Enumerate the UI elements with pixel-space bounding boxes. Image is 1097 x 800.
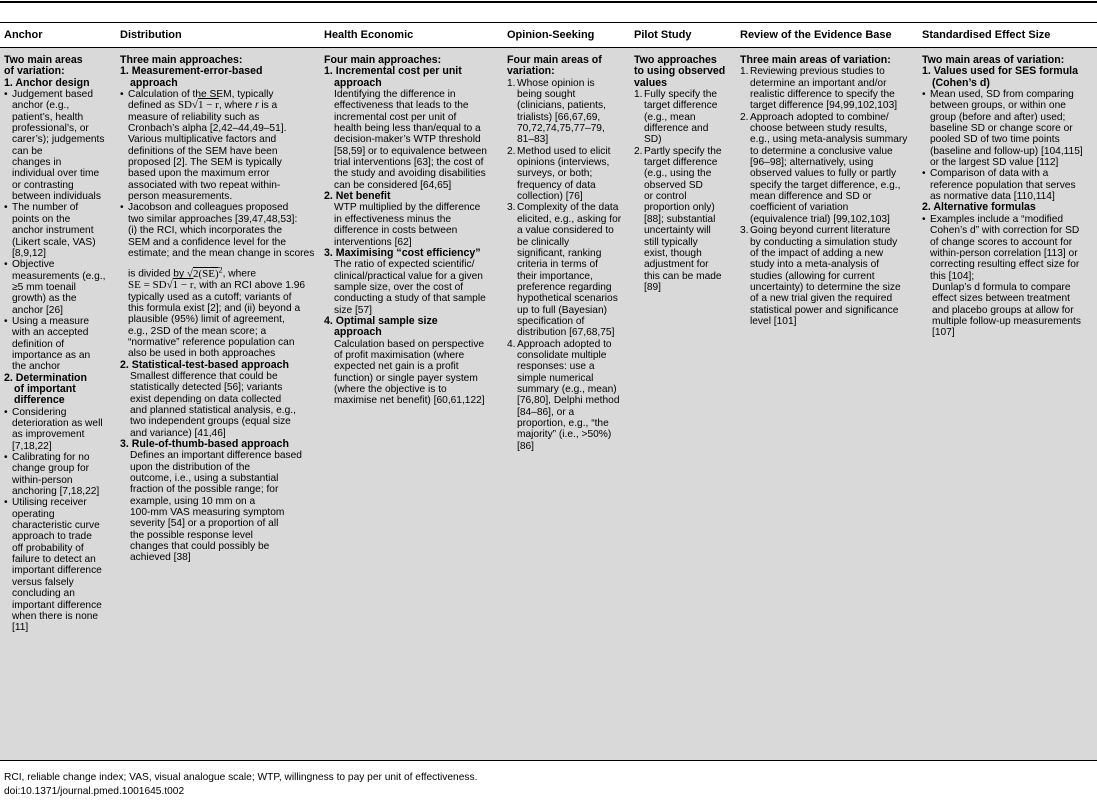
anchor-section-1-heading: 1. Anchor design bbox=[4, 76, 90, 89]
anchor-intro: Two main areas of variation: bbox=[4, 54, 83, 78]
table-body bbox=[0, 48, 1097, 760]
health-section-3-heading: 3. Maximising “cost efficiency” bbox=[324, 246, 481, 259]
health-section-4-heading: 4. Optimal sample size approach bbox=[324, 314, 438, 339]
ses-section-2-tail: Dunlap’s d formula to compare effect sizes between treatment and placebo groups at allow for multiple follow-up measurements [107] bbox=[932, 281, 1081, 339]
table-header-row bbox=[0, 23, 1097, 46]
column-distribution bbox=[120, 55, 320, 564]
column-health-economic bbox=[324, 55, 504, 407]
column-anchor bbox=[4, 55, 116, 634]
distribution-section-3-text: Defines an important difference based upon the distribution of the outcome, i.e., using a substantial fraction of the possible range; for example, using 10 mm on a 100-mm VAS measuring symptom severity [54] or a proportion of all the possible response level changes that could possibly be achieved [38] bbox=[130, 450, 302, 564]
se-formula: SE = SD√1 − r bbox=[128, 279, 194, 292]
opinion-item: 1. Whose opinion is being sought (clinicians, patients, trialists) [66,67,69, 70,72,74,75,77–79, 81–83] bbox=[507, 77, 606, 146]
distribution-section-2-text: Smallest difference that could be statistically detected [56]; variants exist depending on data collected and planned statistical analysis, e.g., two independent groups (equal size and variance) [41,46] bbox=[130, 370, 296, 439]
distribution-intro: Three main approaches: bbox=[120, 54, 243, 66]
anchor-bullet: • The number of points on the anchor instrument (Likert scale, VAS) [8,9,12] bbox=[4, 202, 116, 259]
distribution-section-2-heading: 2. Statistical-test-based approach bbox=[120, 358, 289, 371]
column-standardised-effect-size bbox=[922, 55, 1096, 339]
anchor-bullet: • Using a measure with an accepted definition of importance as an the anchor bbox=[4, 316, 116, 373]
column-pilot-study bbox=[634, 55, 738, 293]
ses-bullet: • Mean used, SD from comparing between groups, or within one group (before and after) used; baseline SD or change score or pooled SD of two time points (baseline and follow-up) [104,115] or the largest SD value [112] bbox=[922, 89, 1096, 168]
health-intro: Four main approaches: bbox=[324, 54, 442, 66]
ses-bullet: • Examples include a “modified Cohen’s d” with correction for SD of change scores to account for within-person correlation [113] or correcting resulting effect size for this [104]; bbox=[922, 214, 1096, 282]
pilot-item: 1. Fully specify the target difference (e.g., mean difference and SD) bbox=[634, 89, 718, 146]
ses-section-1-heading: 1. Values used for SES formula (Cohen’s d) bbox=[922, 65, 1079, 89]
sem-formula: SD√1 − r bbox=[177, 99, 219, 112]
anchor-bullet: • Calibrating for no change group for within-person anchoring [7,18,22] bbox=[4, 452, 116, 497]
anchor-bullet: • Judgement based anchor (e.g., patient’s, health professional’s, or carer’s); judgements can be changes in individual over time or contrasting between individuals bbox=[4, 89, 116, 202]
ses-bullet: • Comparison of data with a reference population that serves as normative data [110,114] bbox=[922, 168, 1096, 202]
distribution-bullet: • Calculation of the SEM, typically defined as SD√1 − r, where r is a measure of reliability such as Cronbach’s alpha [2,42–44,49–51]. Various multiplicative factors and definitions of the SEM have been proposed [2]. The SEM is typically based upon the maximum error associated with two repeat within- person measurements. bbox=[120, 89, 320, 202]
opinion-item: 4. Approach adopted to consolidate multiple responses: use a simple numerical summary (e.g., mean) [76,80], Delphi method [84–86], or a proportion, e.g., “the majority” (i.e., >50%) [86] bbox=[507, 338, 620, 452]
header-distribution: Distribution bbox=[120, 29, 182, 41]
anchor-bullet: • Utilising receiver operating characteristic curve approach to trade off probability of failure to detect an important difference versus falsely concluding an important difference when there is none [11] bbox=[4, 497, 116, 633]
ses-intro: Two main areas of variation: bbox=[922, 54, 1065, 66]
table-bottom-rule bbox=[0, 760, 1097, 761]
table-top-rule bbox=[0, 1, 1097, 3]
ses-section-2-heading: 2. Alternative formulas bbox=[922, 201, 1036, 214]
opinion-intro: Four main areas of variation: bbox=[507, 54, 602, 78]
distribution-section-3-heading: 3. Rule-of-thumb-based approach bbox=[120, 438, 289, 450]
header-opinion-seeking: Opinion-Seeking bbox=[507, 29, 595, 41]
health-section-1-heading: 1. Incremental cost per unit approach bbox=[324, 65, 462, 89]
rci-formula: √2(SE)$^2$ bbox=[186, 265, 223, 280]
table-footnote: RCI, reliable change index; VAS, visual analogue scale; WTP, willingness to pay per unit of effectiveness. bbox=[4, 772, 478, 783]
health-section-2-heading: 2. Net benefit bbox=[324, 190, 391, 203]
review-intro: Three main areas of variation: bbox=[740, 54, 891, 66]
health-section-3-text: The ratio of expected scientific/ clinical/practical value for a given sample size, over the cost of conducting a study of that sample size [57] bbox=[334, 259, 486, 316]
distribution-bullet: • Jacobson and colleagues proposed two similar approaches [39,47,48,53]: (i) the RCI, which incorporates the SEM and a confidence level for the estimate; and the mean change in scores is divided by √2(SE)$^2$, where SE = SD√1 − r, with an RCI above 1.96 typically used as a cutoff; variants of this formula exist [2]; and (ii) beyond a plausible (95%) limit of agreement, e.g., 2SD of the mean score; a “normative” reference population can also be used in both approaches bbox=[120, 202, 320, 359]
health-section-2-text: WTP multiplied by the difference in effectiveness minus the difference in costs between interventions [62] bbox=[334, 202, 481, 248]
sqrt-symbol: √ bbox=[166, 279, 173, 292]
sqrt-symbol: √ bbox=[191, 99, 198, 112]
distribution-section-1-heading: 1. Measurement-error-based approach bbox=[120, 65, 263, 89]
review-item: 3. Going beyond current literature by conducting a simulation study of the impact of adding a new study into a meta-analysis of studies (allowing for current uncertainty) to determine the size of a new trial given the required statistical power and significance level [101] bbox=[740, 225, 901, 327]
table-doi: doi:10.1371/journal.pmed.1001645.t002 bbox=[4, 786, 185, 797]
header-review-evidence-base: Review of the Evidence Base bbox=[740, 29, 892, 41]
column-review-evidence-base bbox=[740, 55, 920, 327]
header-health-economic: Health Economic bbox=[324, 29, 414, 41]
opinion-item: 3. Complexity of the data elicited, e.g., asking for a value considered to be clinically significant, ranking criteria in terms of their importance, preference regarding hypothetical scenarios up to full (Bayesian) specification of distribution [67,68,75] bbox=[507, 202, 622, 339]
anchor-bullet: • Considering deterioration as well as improvement [7,18,22] bbox=[4, 407, 116, 452]
anchor-section-2-heading: 2. Determination of important difference bbox=[4, 371, 88, 407]
health-section-4-text: Calculation based on perspective of profit maximisation (where expected net gain is a profit function) or single payer system (where the objective is to maximise net benefit) [60,61,122] bbox=[334, 338, 485, 407]
review-item: 2. Approach adopted to combine/ choose between study results, e.g., using meta-analysis summary to determine a conclusive value [96–98]; alternatively, using observed values to fully or partly specify the target difference, e.g., mean difference and SD or coefficient of variation (equivalence trial) [99,102,103] bbox=[740, 111, 908, 225]
pilot-item: 2. Partly specify the target difference (e.g., using the observed SD or control proportion only) [88]; substantial uncertainty will still typically exist, though adjustment for this can be made [89] bbox=[634, 145, 722, 293]
anchor-bullet: • Objective measurements (e.g., ≥5 mm toenail growth) as the anchor [26] bbox=[4, 259, 116, 316]
header-anchor: Anchor bbox=[4, 29, 43, 41]
column-opinion-seeking bbox=[507, 55, 631, 452]
header-pilot-study: Pilot Study bbox=[634, 29, 692, 41]
health-section-1-text: Identifying the difference in effectiveness that leads to the incremental cost per unit of health being less than/equal to a decision-maker’s WTP threshold [58,59] or to equivalence between trial interventions [63]; the cost of the study and avoiding disabilities can be considered [64,65] bbox=[334, 89, 487, 191]
header-standardised-effect-size: Standardised Effect Size bbox=[922, 29, 1051, 41]
review-item: 1. Reviewing previous studies to determine an important and/or realistic difference to specify the target difference [94,99,102,103] bbox=[740, 66, 898, 112]
sqrt-symbol: √ bbox=[186, 267, 193, 280]
opinion-item: 2. Method used to elicit opinions (interviews, surveys, or both; frequency of data collection) [76] bbox=[507, 145, 611, 203]
pilot-intro: Two approaches to using observed values bbox=[634, 54, 726, 89]
